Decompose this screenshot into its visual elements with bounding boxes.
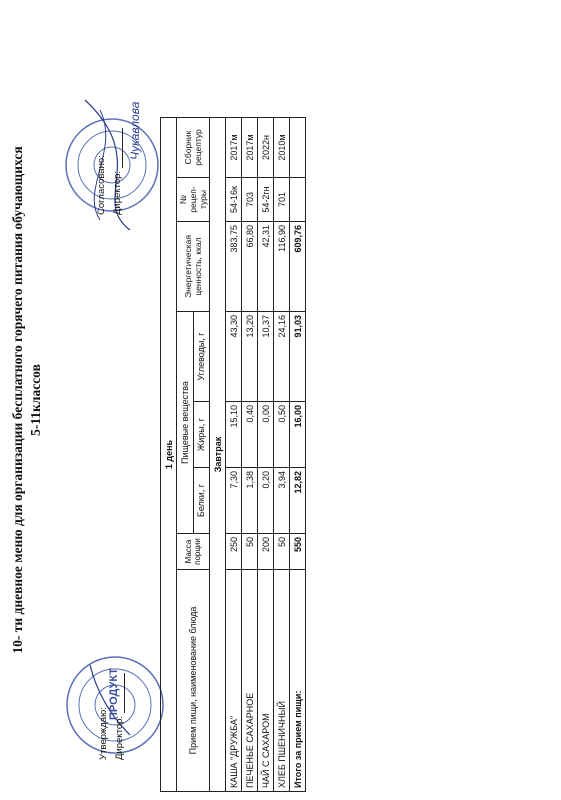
menu-table — [160, 117, 306, 792]
left-stamp-text: ПРОДУКТ — [108, 667, 120, 720]
empty-cell — [290, 118, 306, 178]
energy-header: Энергетическая ценность, ккал — [177, 222, 210, 312]
mass-cell: 50 — [242, 534, 258, 570]
dish-header: Прием пищи, наименование блюда — [177, 570, 210, 792]
table-row — [226, 118, 242, 792]
table-row — [274, 118, 290, 792]
energy-cell: 42,31 — [258, 222, 274, 312]
energy-cell: 66,80 — [242, 222, 258, 312]
mass-cell: 50 — [274, 534, 290, 570]
table-row — [242, 118, 258, 792]
day-header: 1 день — [161, 118, 177, 792]
collection-cell: 2017м — [242, 118, 258, 178]
header-row-1 — [177, 118, 194, 792]
section-row — [210, 118, 226, 792]
collection-cell: 2017м — [226, 118, 242, 178]
energy-cell: 116,90 — [274, 222, 290, 312]
signature-text: Чукавлова — [128, 101, 142, 160]
protein-cell: 7,30 — [226, 468, 242, 534]
mass-cell: 250 — [226, 534, 242, 570]
recipe-cell: 701 — [274, 178, 290, 222]
collection-header: Сборник рецептур — [177, 118, 210, 178]
fat-header: Жиры, г — [193, 402, 210, 468]
total-carbs: 91,03 — [290, 312, 306, 402]
collection-cell: 2010м — [274, 118, 290, 178]
dish-cell: ЧАЙ С САХАРОМ — [258, 570, 274, 792]
mass-cell: 200 — [258, 534, 274, 570]
signature-line — [122, 128, 123, 168]
total-label: Итого за прием пищи: — [290, 570, 306, 792]
protein-cell: 1,38 — [242, 468, 258, 534]
total-mass: 550 — [290, 534, 306, 570]
approval-right-role: Директор: — [112, 170, 123, 215]
section-label: Завтрак — [210, 118, 226, 792]
approval-left-role-row — [114, 673, 125, 760]
collection-cell: 2022н — [258, 118, 274, 178]
table-row — [258, 118, 274, 792]
fat-cell: 0,00 — [258, 402, 274, 468]
recipe-header: № рецеп- туры — [177, 178, 210, 222]
dish-cell: ПЕЧЕНЬЕ САХАРНОЕ — [242, 570, 258, 792]
day-row — [161, 118, 177, 792]
carbs-cell: 24,16 — [274, 312, 290, 402]
dish-cell: КАША "ДРУЖБА" — [226, 570, 242, 792]
protein-header: Белки, г — [193, 468, 210, 534]
approval-right-label: Согласовано: — [96, 155, 107, 215]
protein-cell: 3,94 — [274, 468, 290, 534]
fat-cell: 15,10 — [226, 402, 242, 468]
approval-left-role: Директор: — [114, 715, 125, 760]
signature-line — [124, 673, 125, 713]
recipe-cell: 54-2гн — [258, 178, 274, 222]
carbs-header: Углеводы, г — [193, 312, 210, 402]
fat-cell: 0,50 — [274, 402, 290, 468]
approval-right-role-row — [112, 128, 123, 215]
recipe-cell: 54-16к — [226, 178, 242, 222]
protein-cell: 0,20 — [258, 468, 274, 534]
energy-cell: 383,75 — [226, 222, 242, 312]
empty-cell — [290, 178, 306, 222]
document-subtitle: 5-11классов — [28, 364, 43, 436]
total-fat: 16,00 — [290, 402, 306, 468]
carbs-cell: 13,20 — [242, 312, 258, 402]
nutrients-header: Пищевые вещества — [177, 312, 194, 534]
mass-header: Масса порции — [177, 534, 210, 570]
total-energy: 609,76 — [290, 222, 306, 312]
fat-cell: 0,40 — [242, 402, 258, 468]
dish-cell: ХЛЕБ ПШЕНИЧНЫЙ — [274, 570, 290, 792]
document-title: 10- ти дневное меню для организации бесплатного горячего питания обучающихся — [10, 146, 25, 654]
total-protein: 12,82 — [290, 468, 306, 534]
total-row — [290, 118, 306, 792]
carbs-cell: 10,37 — [258, 312, 274, 402]
recipe-cell: 703 — [242, 178, 258, 222]
approval-left-label: Утверждаю: — [98, 707, 109, 760]
carbs-cell: 43,30 — [226, 312, 242, 402]
